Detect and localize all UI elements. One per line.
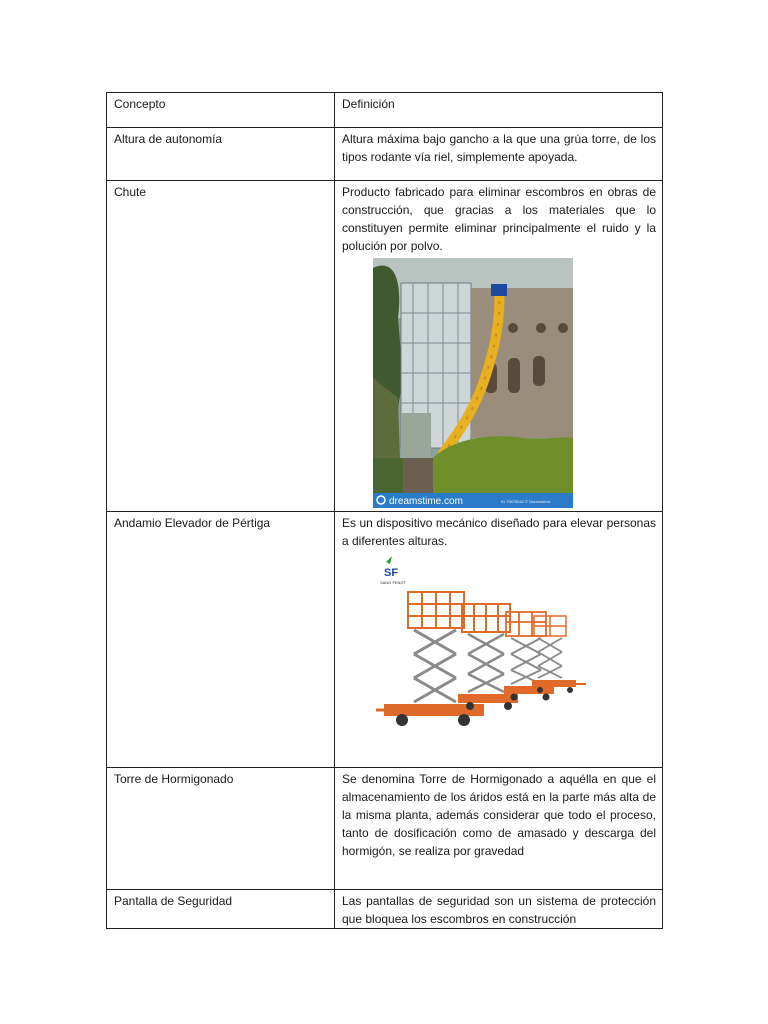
row-definition: Las pantallas de seguridad son un sistema de protección que bloquea los escombros en construcción xyxy=(335,890,663,929)
row-concept: Andamio Elevador de Pértiga xyxy=(107,512,335,768)
row-definition: Altura máxima bajo gancho a la que una grúa torre, de los tipos rodante vía riel, simplemente apoyada. xyxy=(335,128,663,181)
scissor-lift-photo xyxy=(374,554,594,759)
row-concept: Torre de Hormigonado xyxy=(107,768,335,890)
table-row xyxy=(107,128,663,181)
row-concept: Altura de autonomía xyxy=(107,128,335,181)
table-row xyxy=(107,512,663,768)
table-row xyxy=(107,181,663,512)
image-credit: ID 79876543 © Dreamstime xyxy=(501,499,551,504)
row-definition-cell xyxy=(335,181,663,512)
row-definition: Se denomina Torre de Hormigonado a aquélla en que el almacenamiento de los áridos está en la parte más alta de la misma planta, además considerar que todo el proceso, tanto de dosificación como de amasado y descarga del hormigón, se realiza por gravedad xyxy=(335,768,663,890)
row-concept: Chute xyxy=(107,181,335,512)
logo-text: SANG FENGT xyxy=(380,580,407,585)
table-header-row xyxy=(107,93,663,128)
header-concept: Concepto xyxy=(107,93,335,128)
row-definition: Producto fabricado para eliminar escombros en obras de construcción, que gracias a los materiales que lo constituyen permite eliminar principalmente el ruido y la polución por polvo. xyxy=(342,185,656,253)
row-definition: Es un dispositivo mecánico diseñado para elevar personas a diferentes alturas. xyxy=(342,516,656,548)
table-row xyxy=(107,890,663,929)
row-concept: Pantalla de Seguridad xyxy=(107,890,335,929)
glossary-table xyxy=(106,92,663,929)
svg-text:SF: SF xyxy=(384,567,399,579)
chute-photo xyxy=(373,258,573,508)
header-definition: Definición xyxy=(335,93,663,128)
watermark-text: dreamstime.com xyxy=(389,496,463,507)
table-row xyxy=(107,768,663,890)
row-definition-cell xyxy=(335,512,663,768)
